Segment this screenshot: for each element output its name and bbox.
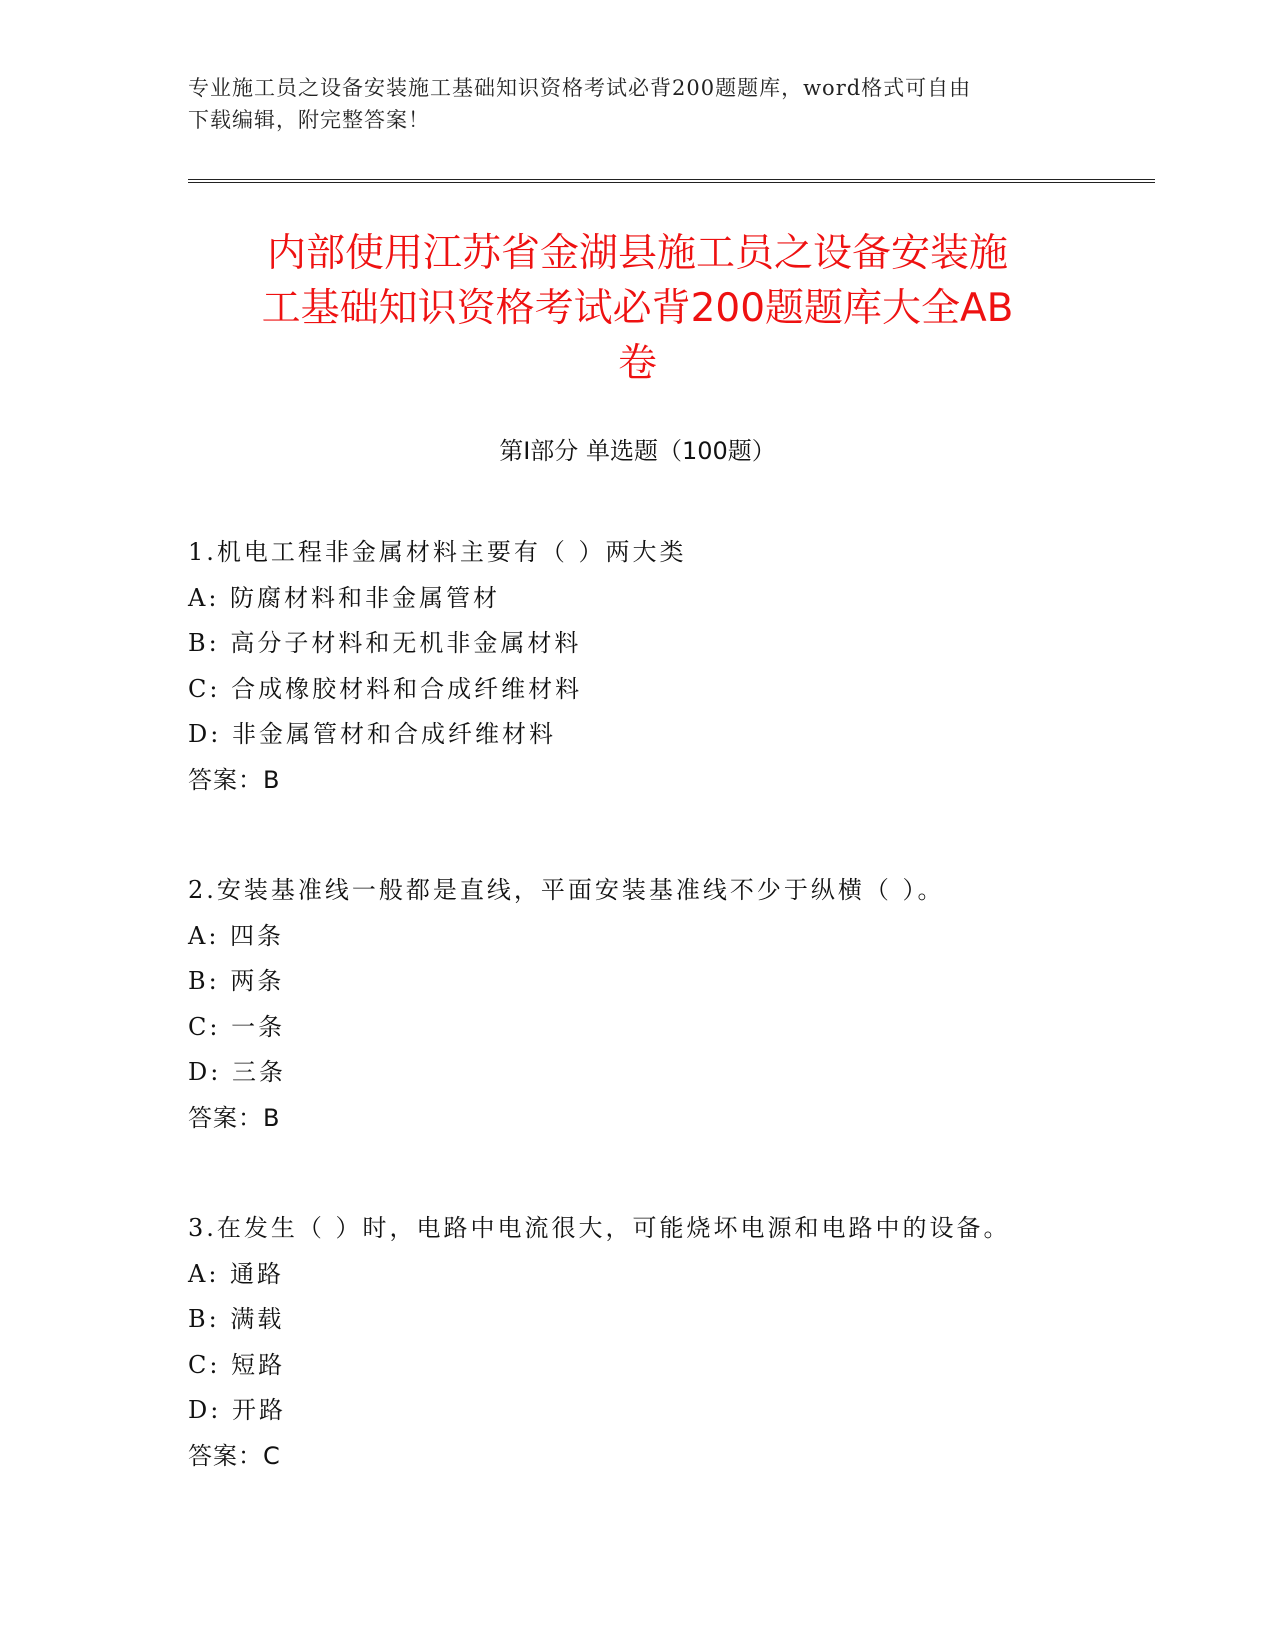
question-stem: 1.机电工程非金属材料主要有（ ）两大类 (188, 538, 687, 566)
question-stem: 2.安装基准线一般都是直线，平面安装基准线不少于纵横（ ）。 (188, 876, 945, 904)
question-list (188, 530, 1148, 1544)
option-d: D: 三条 (188, 1058, 286, 1086)
option-c: C: 合成橡胶材料和合成纤维材料 (188, 674, 583, 703)
option-a: A: 防腐材料和非金属管材 (188, 583, 501, 612)
question-item (188, 868, 1148, 1141)
option-d: D: 非金属管材和合成纤维材料 (188, 720, 556, 748)
question-stem: 3.在发生（ ）时，电路中电流很大，可能烧坏电源和电路中的设备。 (188, 1214, 1011, 1242)
section-heading: 第Ⅰ部分 单选题（100题） (499, 437, 776, 465)
option-b: B: 高分子材料和无机非金属材料 (188, 629, 582, 657)
header-note-line-1: 专业施工员之设备安装施工基础知识资格考试必背200题题库，word格式可自由 (188, 76, 972, 100)
document-title-line-3: 卷 (617, 341, 657, 386)
question-item (188, 1206, 1148, 1479)
option-a: A: 通路 (188, 1259, 285, 1288)
document-title-line-2: 工基础知识资格考试必背200题题库大全AB (261, 286, 1014, 331)
question-item (188, 530, 1148, 803)
option-c: C: 短路 (188, 1350, 286, 1379)
document-title (160, 226, 1115, 391)
header-note-line-2: 下载编辑，附完整答案！ (188, 108, 430, 132)
option-c: C: 一条 (188, 1012, 286, 1041)
header-note (188, 72, 1088, 136)
option-b: B: 两条 (188, 967, 285, 995)
answer: 答案：C (188, 1441, 281, 1470)
option-a: A: 四条 (188, 921, 285, 950)
answer: 答案：B (188, 1103, 281, 1132)
option-b: B: 满载 (188, 1305, 285, 1333)
option-d: D: 开路 (188, 1396, 286, 1424)
document-title-line-1: 内部使用江苏省金湖县施工员之设备安装施 (266, 231, 1008, 276)
header-divider (188, 179, 1155, 183)
answer: 答案：B (188, 765, 281, 794)
